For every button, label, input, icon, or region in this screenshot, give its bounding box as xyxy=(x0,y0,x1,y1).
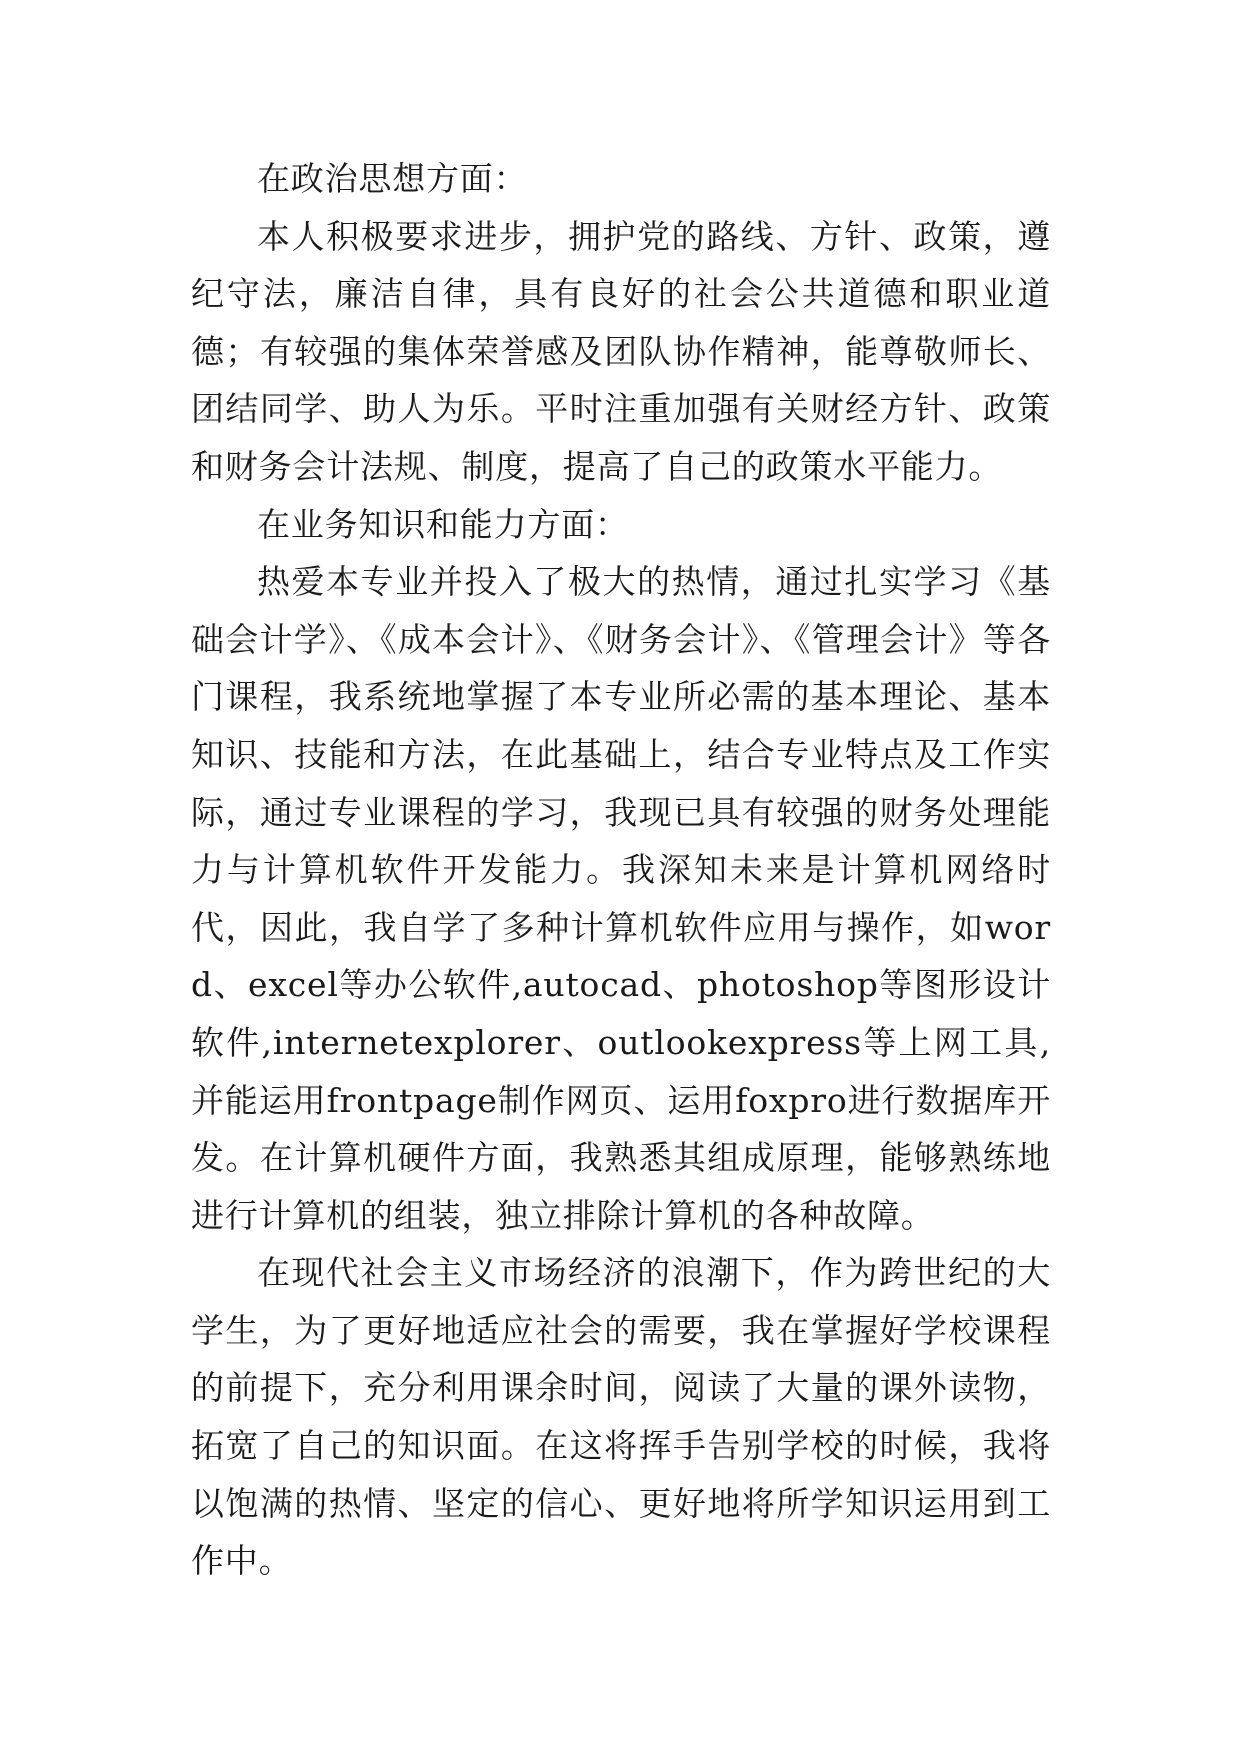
paragraph-closing: 在现代社会主义市场经济的浪潮下，作为跨世纪的大学生，为了更好地适应社会的需要，我在掌握好学校课程的前提下，充分利用课余时间，阅读了大量的课外读物，拓宽了自己的知识面。在这将挥手告别学校的时候，我将以饱满的热情、坚定的信心、更好地将所学知识运用到工作中。 xyxy=(191,1253,1051,1581)
paragraph-professional-knowledge: 热爱本专业并投入了极大的热情，通过扎实学习《基础会计学》、《成本会计》、《财务会计》、《管理会计》等各门课程，我系统地掌握了本专业所必需的基本理论、基本知识、技能和方法，在此基础上，结合专业特点及工作实际，通过专业课程的学习，我现已具有较强的财务处理能力与计算机软件开发能力。我深知未来是计算机网络时代，因此，我自学了多种计算机软件应用与操作，如word、excel等办公软件,autocad、photoshop等图形设计软件,internetexplorer、outlookexpress等上网工具,并能运用frontpage制作网页、运用foxpro进行数据库开发。在计算机硬件方面，我熟悉其组成原理，能够熟练地进行计算机的组装，独立排除计算机的各种故障。 xyxy=(191,562,1051,1235)
heading-professional-knowledge: 在业务知识和能力方面： xyxy=(257,504,629,544)
paragraph-political-thought: 本人积极要求进步，拥护党的路线、方针、政策，遵纪守法，廉洁自律，具有良好的社会公共道德和职业道德；有较强的集体荣誉感及团队协作精神，能尊敬师长、团结同学、助人为乐。平时注重加强有关财经方针、政策和财务会计法规、制度，提高了自己的政策水平能力。 xyxy=(191,216,1051,486)
heading-political-thought: 在政治思想方面： xyxy=(257,159,528,198)
document-body xyxy=(191,150,1051,1590)
